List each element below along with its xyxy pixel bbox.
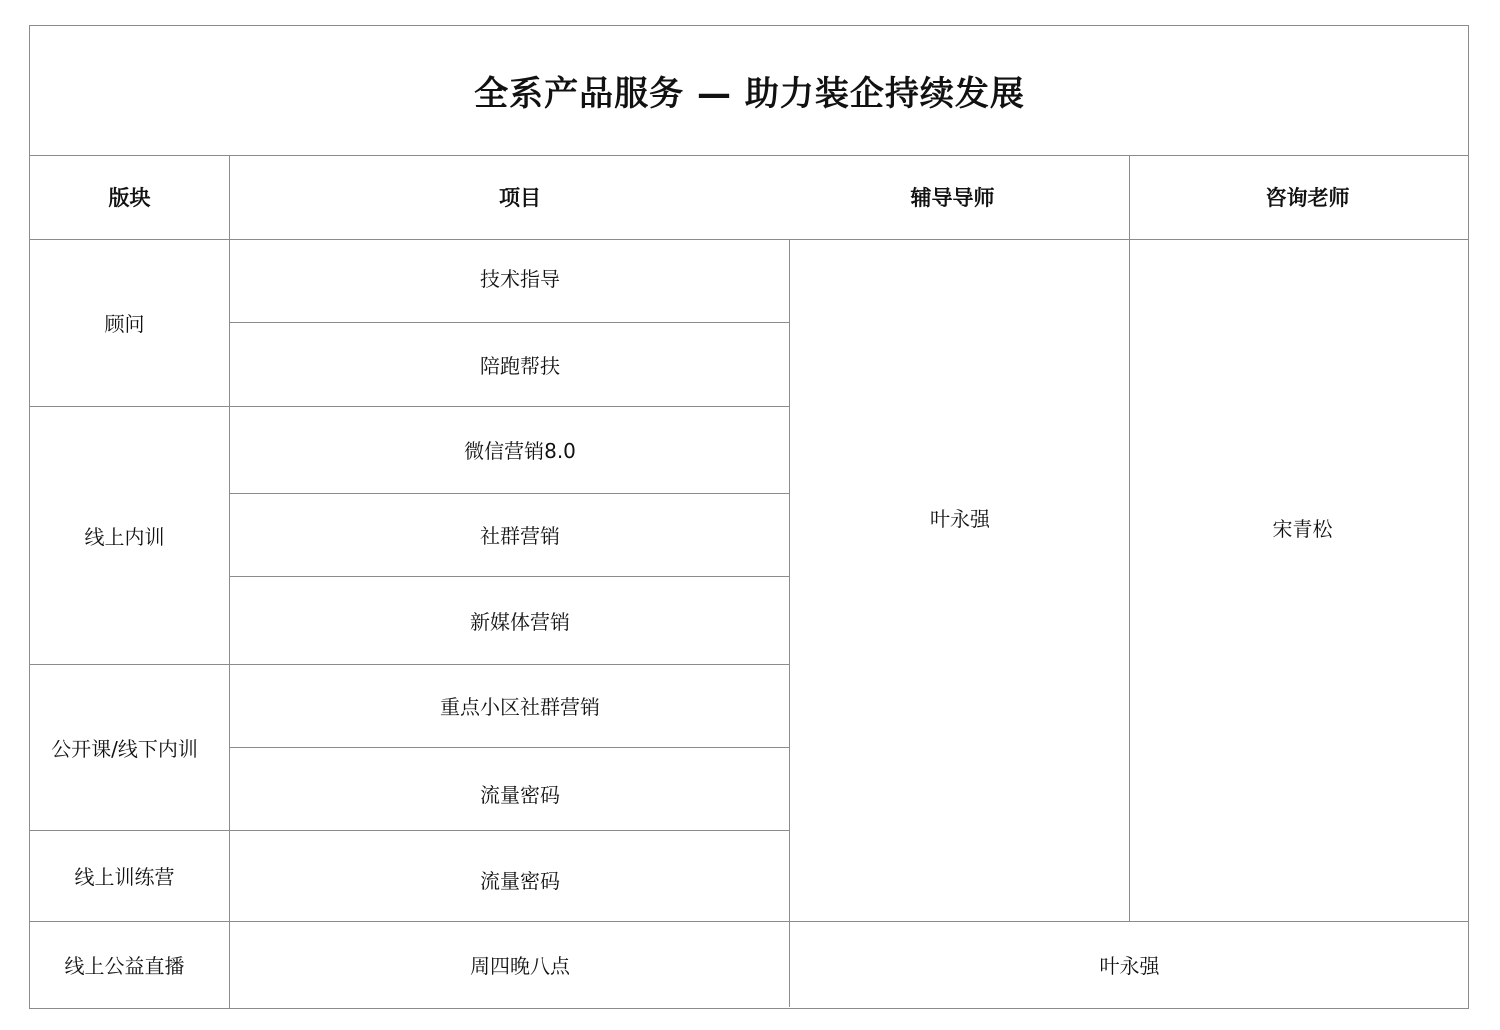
header-tutor: 辅导导师 [910,186,995,210]
project-cell: 新媒体营销 [470,609,570,634]
project-cell: 技术指导 [480,266,560,291]
table-border-bottom [30,1008,1469,1009]
project-cell: 社群营销 [480,524,560,548]
section-cell: 公开课/线下内训 [51,736,198,761]
tutor-cell: 叶永强 [930,506,990,531]
project-cell: 重点小区社群营销 [440,695,600,719]
live-host-cell: 叶永强 [1099,954,1160,978]
project-cell: 微信营销8.0 [464,439,576,463]
project-cell: 流量密码 [480,783,560,807]
header-consultant: 咨询老师 [1265,186,1350,210]
project-cell: 陪跑帮扶 [480,353,560,378]
table-title: 全系产品服务 — 助力装企持续发展 [474,73,1025,114]
section-cell: 线上公益直播 [64,954,185,978]
section-cell: 顾问 [104,312,145,336]
consultant-cell: 宋青松 [1272,516,1333,541]
header-project: 项目 [499,186,541,210]
project-cell: 周四晚八点 [470,954,570,978]
section-cell: 线上内训 [84,524,165,549]
section-cell: 线上训练营 [74,865,175,889]
project-cell: 流量密码 [480,869,560,893]
header-section: 版块 [108,186,151,210]
